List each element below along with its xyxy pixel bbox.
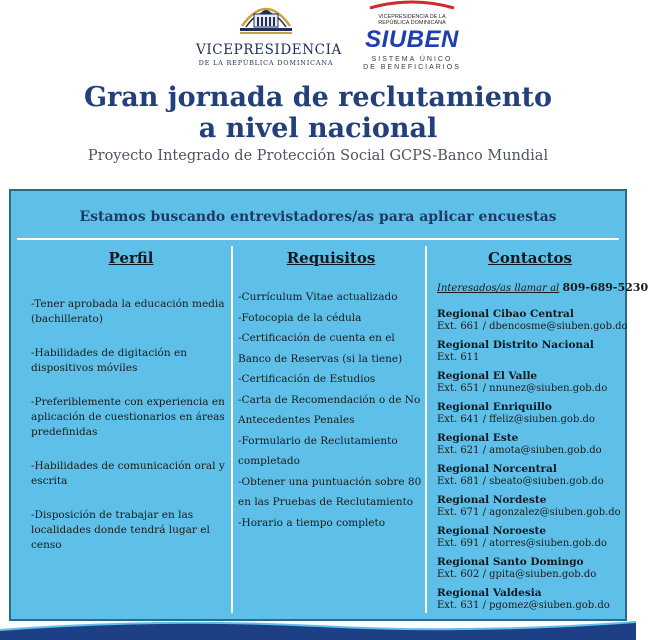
regional-item — [437, 370, 623, 401]
regional-name: Regional Norcentral — [437, 463, 557, 475]
siuben-swoosh-icon — [366, 0, 458, 10]
vicepresidencia-subtitle: DE LA REPÚBLICA DOMINICANA — [198, 59, 334, 67]
requisitos-title: Requisitos — [286, 249, 376, 267]
regional-item — [437, 401, 623, 432]
siuben-tagline-1: SISTEMA ÚNICO — [371, 56, 453, 63]
siuben-top-line-2: REPÚBLICA DOMINICANA — [378, 20, 446, 26]
requisito-item: -Carta de Recomendación o de No Antecedentes Penales — [238, 393, 421, 426]
perfil-column — [31, 249, 231, 572]
palace-emblem-icon — [236, 0, 296, 38]
siuben-tagline-2: DE BENEFICIARIOS — [363, 64, 461, 71]
regional-name: Regional Este — [437, 432, 519, 444]
regional-name: Regional Santo Domingo — [437, 556, 584, 568]
siuben-logo — [352, 0, 472, 72]
vicepresidencia-logo — [196, 0, 342, 72]
regional-list — [437, 308, 628, 618]
contact-phone: 809-689-5230 — [562, 281, 648, 294]
requisito-item: -Fotocopia de la cédula — [238, 311, 362, 324]
contactos-column — [437, 249, 648, 618]
page-subtitle: Proyecto Integrado de Protección Social GCPS-Banco Mundial — [87, 148, 549, 164]
regional-contact: Ext. 661 / dbencosme@siuben.gob.do — [437, 321, 628, 332]
title-line-2: a nivel nacional — [198, 113, 438, 144]
regional-contact: Ext. 621 / amota@siuben.gob.do — [437, 445, 602, 456]
siuben-name: SIUBEN — [365, 26, 459, 53]
regional-contact: Ext. 651 / nnunez@siuben.gob.do — [437, 383, 608, 394]
regional-item — [437, 308, 628, 339]
requisitos-column — [238, 249, 424, 533]
bottom-wave-decoration — [0, 616, 636, 640]
contactos-title: Contactos — [487, 249, 572, 267]
vicepresidencia-name: VICEPRESIDENCIA — [196, 42, 342, 58]
perfil-item: -Habilidades de digitación en dispositivos móviles — [31, 347, 187, 374]
perfil-item: -Habilidades de comunicación oral y escrita — [31, 460, 225, 487]
contact-intro-label: Interesados/as llamar al — [437, 283, 560, 294]
panel-divider — [17, 238, 619, 240]
regional-item — [437, 339, 623, 370]
regional-name: Regional Valdesia — [437, 587, 542, 599]
perfil-title: Perfil — [108, 249, 154, 267]
regional-item — [437, 556, 623, 587]
regional-name: Regional Nordeste — [437, 494, 547, 506]
requisito-item: -Obtener una puntuación sobre 80 en las Pruebas de Reclutamiento — [238, 475, 422, 508]
regional-name: Regional Enriquillo — [437, 401, 552, 413]
panel-heading: Estamos buscando entrevistadores/as para aplicar encuestas — [79, 209, 557, 225]
regional-item — [437, 432, 623, 463]
title-line-1: Gran jornada de reclutamiento — [84, 82, 552, 113]
regional-item — [437, 494, 623, 525]
requisito-item: -Horario a tiempo completo — [238, 516, 386, 529]
column-divider-2 — [425, 246, 427, 613]
regional-item — [437, 587, 623, 618]
regional-name: Regional El Valle — [437, 370, 538, 382]
regional-item — [437, 463, 623, 494]
logo-bar — [0, 0, 636, 80]
regional-contact: Ext. 671 / agonzalez@siuben.gob.do — [437, 507, 621, 518]
regional-name: Regional Cibao Central — [437, 308, 574, 320]
regional-contact: Ext. 611 — [437, 352, 480, 363]
perfil-item: -Preferiblemente con experiencia en aplicación de cuestionarios en áreas predefinidas — [31, 396, 225, 438]
page-title — [0, 82, 636, 144]
regional-contact: Ext. 691 / atorres@siuben.gob.do — [437, 538, 607, 549]
column-divider-1 — [231, 246, 233, 613]
regional-contact: Ext. 641 / ffeliz@siuben.gob.do — [437, 414, 595, 425]
requisito-item: -Certificación de cuenta en el Banco de Reservas (si la tiene) — [238, 332, 403, 365]
regional-item — [437, 525, 623, 556]
regional-name: Regional Noroeste — [437, 525, 547, 537]
regional-contact: Ext. 631 / pgomez@siuben.gob.do — [437, 600, 610, 611]
regional-name: Regional Distrito Nacional — [437, 339, 594, 351]
requisito-item: -Currículum Vitae actualizado — [238, 291, 398, 303]
requisito-item: -Certificación de Estudios — [238, 373, 376, 385]
requisito-item: -Formulario de Reclutamiento completado — [238, 434, 398, 467]
contact-intro — [437, 281, 648, 294]
perfil-item: -Disposición de trabajar en las localidades donde tendrá lugar el censo — [31, 509, 210, 551]
regional-contact: Ext. 602 / gpita@siuben.gob.do — [437, 569, 597, 580]
perfil-item: -Tener aprobada la educación media (bachillerato) — [31, 298, 225, 325]
siuben-top-line-1: VICEPRESIDENCIA DE LA — [378, 14, 446, 20]
info-panel — [9, 189, 648, 621]
regional-contact: Ext. 681 / sbeato@siuben.gob.do — [437, 476, 604, 487]
